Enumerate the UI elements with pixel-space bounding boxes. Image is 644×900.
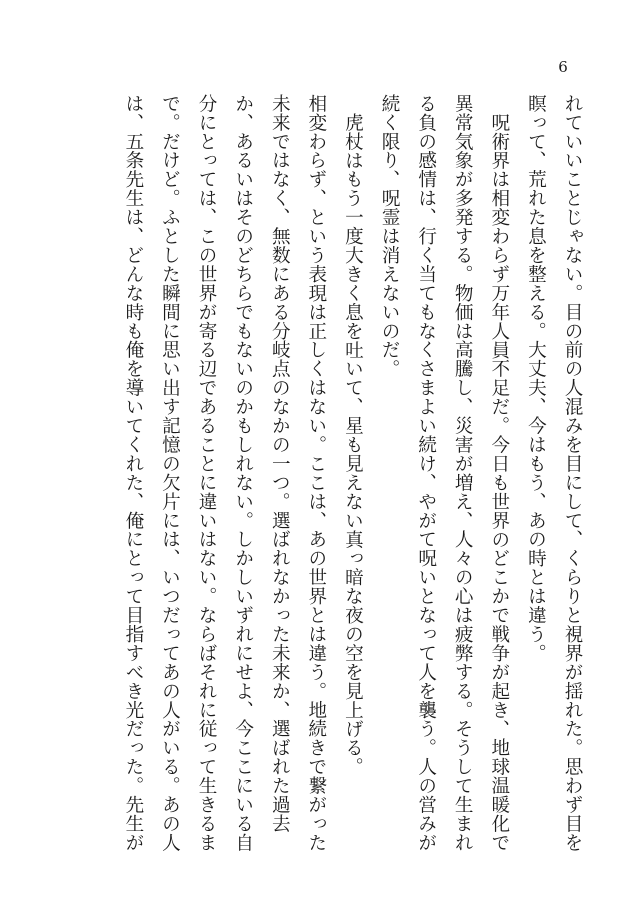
paragraph-4: 相変わらず、という表現は正しくはない。ここは、あの世界とは違う。地続きで繋がった未来ではなく、無数にある分岐点のなかの一つ。選ばれなかった未来か、選ばれた過去か、あるいはそのどちらでもないのかもしれない。しかしいずれにせよ、今ここにいる自分にとっては、この世界が寄る辺であることに違いはない。ならばそれに従って生きるまで。だけど。ふとした瞬間に思い出す記憶の欠片には、いつだってあの人がいる。あの人は、五条先生は、どんな時も俺を導いてくれた、俺にとって目指すべき光だった。先生が [122,94,327,852]
text-body [122,94,590,864]
page-number: 6 [558,58,568,76]
paragraph-3: 虎杖はもう一度大きく息を吐いて、星も見えない真っ暗な夜の空を見上げる。 [342,112,364,776]
paragraph-1: れていいことじゃない。目の前の人混みを目にして、くらりと視界が揺れた。思わず目を瞑って、荒れた息を整える。大丈夫、今はもう、あの時とは違う。 [525,94,583,852]
paragraph-2: 呪術界は相変わらず万年人員不足だ。今日も世界のどこかで戦争が起き、地球温暖化で異常気象が多発する。物価は高騰し、災害が増え、人々の心は疲弊する。そうして生まれる負の感情は、行く当てもなくさまよい続け、やがて呪いとなって人を襲う。人の営みが続く限り、呪霊は消えないのだ。 [379,94,510,852]
